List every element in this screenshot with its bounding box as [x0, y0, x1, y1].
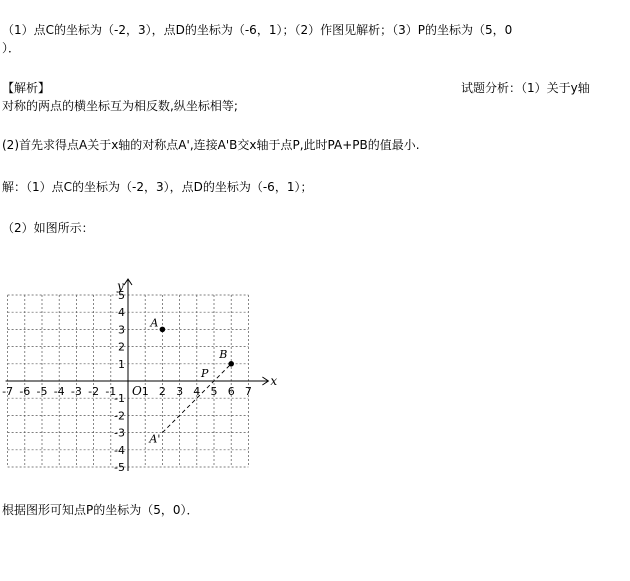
conclusion-text: 根据图形可知点P的坐标为（5，0）．: [2, 503, 199, 517]
y-tick-label: 4: [118, 306, 125, 320]
x-tick-label: 5: [210, 385, 218, 398]
point-label: P: [201, 367, 209, 380]
solution-line-1: 解：（1）点C的坐标为（-2，3），点D的坐标为（-6，1）；: [2, 180, 313, 194]
y-axis-label: y: [117, 279, 124, 293]
solution-line-2: （2）如图所示：: [2, 221, 94, 235]
origin-label: O: [132, 384, 142, 398]
x-tick-label: -4: [53, 385, 65, 398]
point-b: [228, 361, 234, 367]
x-tick-label: 7: [244, 385, 252, 398]
analysis-line-1: 对称的两点的横坐标互为相反数,纵坐标相等;: [2, 99, 238, 113]
answer-line-2: ）．: [2, 41, 21, 55]
x-tick-label: -5: [36, 385, 48, 398]
answer-line-1: （1）点C的坐标为（-2，3），点D的坐标为（-6，1）；（2）作图见解析；（3）P的坐标为（5，0: [2, 23, 513, 37]
y-tick-label: 5: [118, 289, 125, 302]
x-tick-label: -1: [105, 385, 117, 398]
y-tick-label: 2: [118, 340, 125, 354]
y-tick-label: 1: [118, 357, 125, 371]
x-tick-label: 3: [176, 385, 184, 398]
x-tick-label: -6: [19, 385, 31, 398]
y-tick-label: -5: [114, 461, 125, 474]
x-tick-label: 1: [141, 385, 149, 398]
x-tick-label: -7: [2, 385, 14, 398]
point-a: [160, 327, 166, 333]
x-tick-label: -2: [88, 385, 100, 398]
point-label: B: [219, 347, 228, 361]
y-tick-label: -1: [114, 392, 125, 406]
y-tick-label: -3: [114, 426, 125, 440]
point-label: A: [150, 316, 159, 330]
x-tick-label: 4: [193, 385, 201, 398]
analysis-line-2: (2)首先求得点A关于x轴的对称点A',连接A'B交x轴于点P,此时PA+PB的值最小.: [2, 138, 420, 152]
x-tick-label: 6: [227, 385, 235, 398]
point-label: A': [149, 432, 161, 446]
x-axis-label: x: [270, 374, 278, 388]
y-tick-label: -4: [114, 443, 125, 457]
x-tick-label: 2: [158, 385, 166, 398]
analysis-heading: 【解析】: [2, 81, 51, 95]
coordinate-graph: [0, 255, 290, 485]
y-tick-label: -2: [114, 409, 125, 423]
analysis-intro: 试题分析：（1）关于y轴: [461, 81, 590, 95]
x-tick-label: -3: [70, 385, 82, 398]
y-tick-label: 3: [118, 323, 125, 337]
